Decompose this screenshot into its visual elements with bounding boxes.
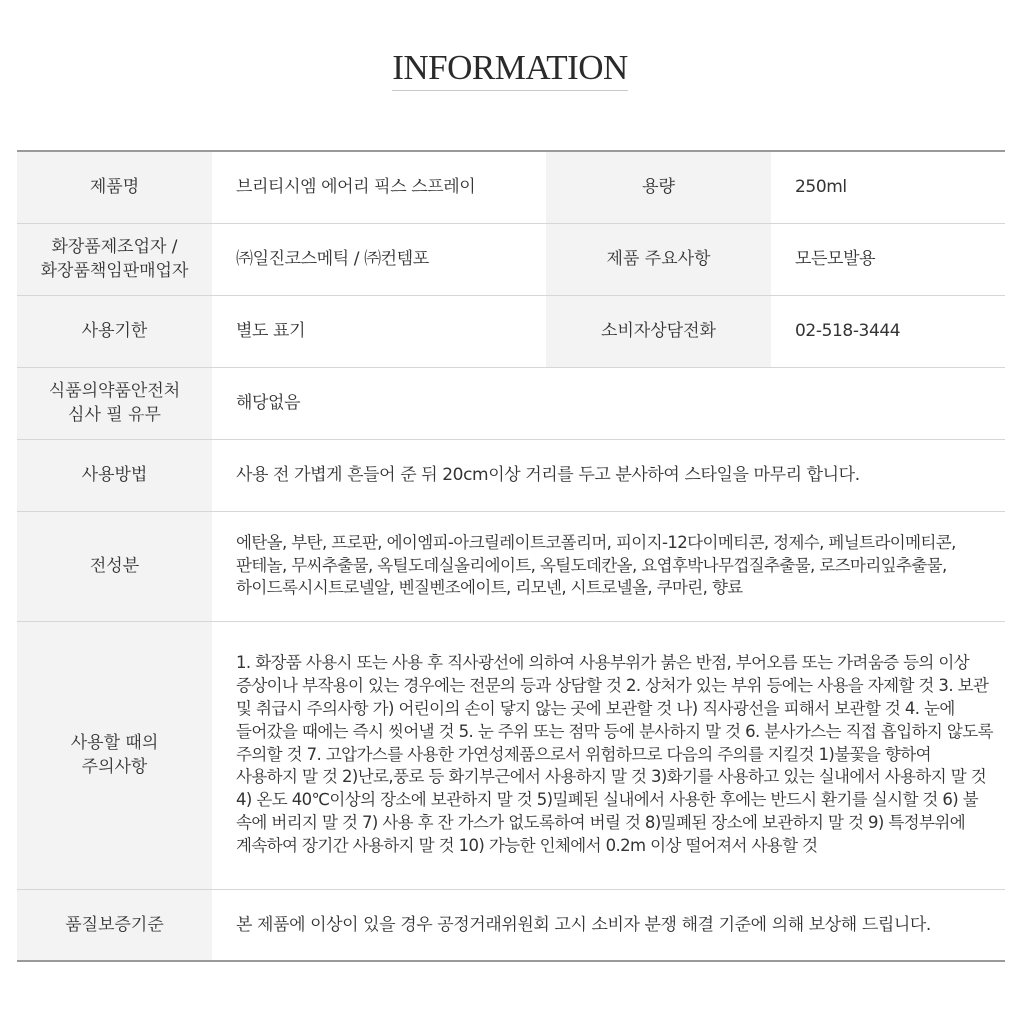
- label-product-name: 제품명: [17, 151, 212, 223]
- label-customer-phone: 소비자상담전화: [546, 295, 771, 367]
- value-customer-phone: 02-518-3444: [771, 295, 1005, 367]
- info-table: [17, 150, 1005, 962]
- label-usage: 사용방법: [17, 439, 212, 511]
- label-precautions: 사용할 때의 주의사항: [70, 733, 159, 777]
- table-row-precautions: [17, 621, 1005, 889]
- value-ingredients: 에탄올, 부탄, 프로판, 에이엠피-아크릴레이트코폴리머, 피이지-12다이메티콘, 정제수, 페닐트라이메티콘, 판테놀, 무씨추출물, 옥틸도데실올리에이트, 옥틸도데칸올, 요엽후박나무껍질추출물, 로즈마리잎추출물, 하이드록시시트로넬알, 벤질벤조에이트, 리모넨, 시트로넬올, 쿠마린, 향료: [236, 532, 956, 598]
- value-volume: 250ml: [771, 151, 1005, 223]
- value-precautions: 1. 화장품 사용시 또는 사용 후 직사광선에 의하여 사용부위가 붉은 반점, 부어오름 또는 가려움증 등의 이상 증상이나 부작용이 있는 경우에는 전문의 등과 상담할 것 2. 상처가 있는 부위 등에는 사용을 자제할 것 3. 보관 및 취급시 주의사항 가) 어린이의 손이 닿지 않는 곳에 보관할 것 나) 직사광선을 피해서 보관할 것 4. 눈에 들어갔을 때에는 즉시 씻어낼 것 5. 눈 주위 또는 점막 등에 분사하지 말 것 6. 분사가스는 직접 흡입하지 않도록 주의할 것 7. 고압가스를 사용한 가연성제품으로서 위험하므로 다음의 주의를 지킬것 1)불꽃을 향하여 사용하지 말 것 2)난로,풍로 등 화기부근에서 사용하지 말 것 3)화기를 사용하고 있는 실내에서 사용하지 말 것 4) 온도 40℃이상의 장소에 보관하지 말 것 5)밀폐된 실내에서 사용한 후에는 반드시 환기를 실시할 것 6) 불 속에 버리지 말 것 7) 사용 후 잔 가스가 없도록하여 버릴 것 8)밀폐된 장소에 보관하지 말 것 9) 특정부위에 계속하여 장기간 사용하지 말 것 10) 가능한 인체에서 0.2m 이상 떨어져서 사용할 것: [236, 653, 993, 855]
- label-ingredients: 전성분: [17, 511, 212, 621]
- table-row-ingredients: [17, 511, 1005, 621]
- label-mfds-review: 식품의약품안전처 심사 필 유무: [48, 381, 181, 425]
- table-row-usage: [17, 439, 1005, 511]
- label-manufacturer: 화장품제조업자 / 화장품책임판매업자: [40, 237, 189, 281]
- label-key-features: 제품 주요사항: [546, 223, 771, 295]
- value-key-features: 모든모발용: [771, 223, 1005, 295]
- table-row-expiry: [17, 295, 1005, 367]
- value-expiry: 별도 표기: [212, 295, 546, 367]
- value-manufacturer: ㈜일진코스메틱 / ㈜컨템포: [212, 223, 546, 295]
- page-title: INFORMATION: [392, 48, 628, 91]
- table-row-quality: [17, 889, 1005, 961]
- table-row-mfds-review: [17, 367, 1005, 439]
- label-volume: 용량: [546, 151, 771, 223]
- value-mfds-review: 해당없음: [212, 367, 1005, 439]
- value-usage: 사용 전 가볍게 흔들어 준 뒤 20cm이상 거리를 두고 분사하여 스타일을 마무리 합니다.: [212, 439, 1005, 511]
- value-product-name: 브리티시엠 에어리 픽스 스프레이: [212, 151, 546, 223]
- table-row-product-name: [17, 151, 1005, 223]
- label-quality: 품질보증기준: [17, 889, 212, 961]
- table-row-manufacturer: [17, 223, 1005, 295]
- title-wrap: [0, 48, 1020, 91]
- value-quality: 본 제품에 이상이 있을 경우 공정거래위원회 고시 소비자 분쟁 해결 기준에 의해 보상해 드립니다.: [236, 914, 931, 935]
- label-expiry: 사용기한: [17, 295, 212, 367]
